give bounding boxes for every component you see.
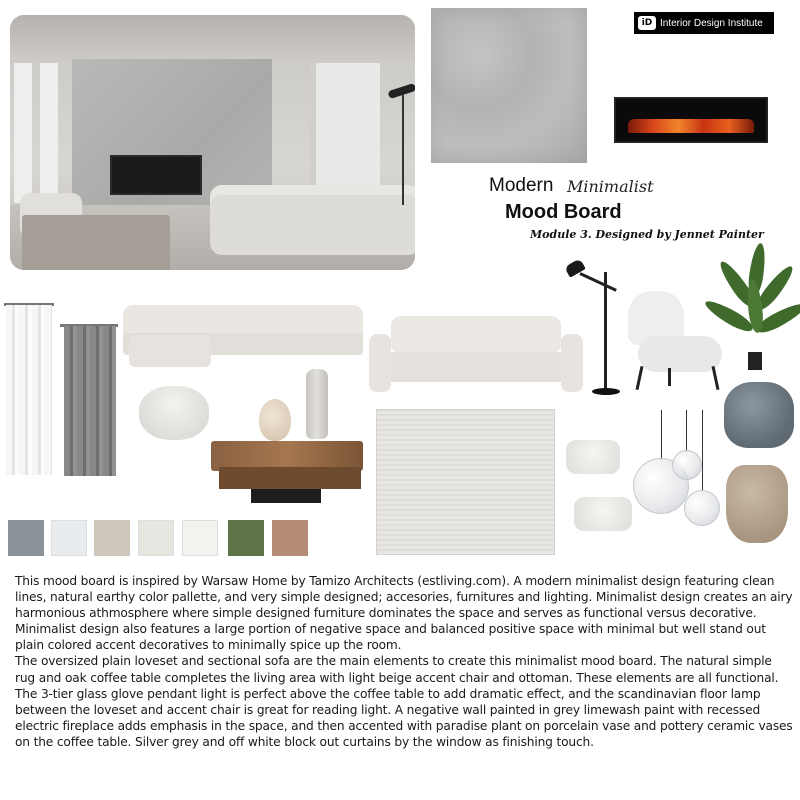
- sectional-chaise: [129, 335, 211, 367]
- brand-logo: [634, 12, 774, 34]
- loveseat-seat: [381, 352, 571, 382]
- coffee-table-front: [219, 467, 361, 489]
- flame-icon: [628, 119, 754, 133]
- throw-pillow: [566, 440, 620, 474]
- left-window: [14, 63, 32, 203]
- stone-texture-sample: [431, 8, 587, 163]
- glass-globe-pendant-icon: [684, 490, 720, 526]
- tan-ceramic-vase: [726, 465, 788, 543]
- floor-lamp-pole: [604, 272, 607, 390]
- coffee-table-base: [251, 489, 321, 503]
- electric-fireplace: [614, 97, 768, 143]
- photo-fireplace: [110, 155, 202, 195]
- description: [15, 573, 793, 750]
- description-paragraph-2: The oversized plain loveset and sectional sofa are the main elements to create this minimalist mood board. The natural simple rug and oak coffee table completes the living area with light beige accent chair and ottoman. These elements are all functional. The 3-tier glass glove pendant light is perfect above the coffee table to add dramatic effect, and the scandinavian floor lamp between the loveset and accent chair is great for reading light. A negative wall painted in grey limewash paint with recessed electric fireplace adds emphasis in the space, and then accented with paradise plant on porcelain vase and pottery ceramic vases on the coffee table. Silver grey and off white block out curtains by the window as finishing touch.: [15, 654, 793, 749]
- round-beige-vase: [259, 399, 291, 441]
- loveseat-back: [391, 316, 561, 354]
- paint-swatch: [51, 520, 87, 556]
- floor-lamp-arm: [579, 272, 617, 292]
- paint-swatch: [182, 520, 218, 556]
- throw-pillow: [574, 497, 632, 531]
- pendant-wire: [702, 410, 703, 490]
- curtain-off-white: [6, 305, 52, 475]
- living-room-photo: [10, 15, 415, 270]
- glass-globe-pendant-icon: [672, 450, 702, 480]
- oak-coffee-table: [211, 441, 363, 503]
- floor-lamp-base: [592, 388, 620, 395]
- accent-chair-seat: [638, 336, 722, 372]
- paint-swatch: [228, 520, 264, 556]
- plant-pot: [748, 352, 762, 370]
- photo-table: [22, 215, 170, 270]
- ottoman: [139, 386, 209, 440]
- paint-swatch: [138, 520, 174, 556]
- paint-swatch: [8, 520, 44, 556]
- right-window: [310, 63, 380, 193]
- accent-chair-leg: [636, 366, 644, 390]
- loveseat-arm-right: [561, 334, 583, 392]
- pendant-wire: [686, 410, 687, 452]
- ceiling: [10, 15, 415, 63]
- logo-mark: iD: [638, 16, 656, 30]
- accent-chair-leg: [712, 366, 720, 390]
- left-window-2: [40, 63, 58, 203]
- title-mood-board: Mood Board: [505, 201, 622, 223]
- pendant-wire: [661, 410, 662, 460]
- logo-text: Interior Design Institute: [660, 17, 763, 29]
- photo-lamp-stem: [402, 95, 404, 205]
- accent-chair-leg: [668, 368, 671, 386]
- sectional-sofa: [123, 305, 363, 367]
- loveseat: [369, 316, 583, 394]
- grey-blue-pottery-vase: [724, 382, 794, 448]
- natural-rug: [376, 409, 555, 555]
- loveseat-arm-left: [369, 334, 391, 392]
- tall-stone-vase: [306, 369, 328, 439]
- title-modern: Modern: [489, 175, 554, 196]
- paint-swatch: [94, 520, 130, 556]
- title-minimalist: Minimalist: [567, 177, 654, 196]
- photo-sofa: [210, 185, 415, 255]
- paint-swatch: [272, 520, 308, 556]
- curtain-silver-grey: [64, 326, 116, 476]
- description-paragraph-1: This mood board is inspired by Warsaw Home by Tamizo Architects (estliving.com). A modern minimalist design featuring clean lines, natural earthy color pallette, and very simple designed; accesories, furnitures and lighting. Minimalist design creates an airy harmonious athmosphere where simple designed furniture dominates the space and serves as functional versus decorative. Minimalist design also features a large portion of negative space and balanced positive space with minimal but well stand out plain colored accent decoratives to minimally spice up the room.: [15, 574, 793, 653]
- designer-credit: Module 3. Designed by Jennet Painter: [530, 228, 764, 241]
